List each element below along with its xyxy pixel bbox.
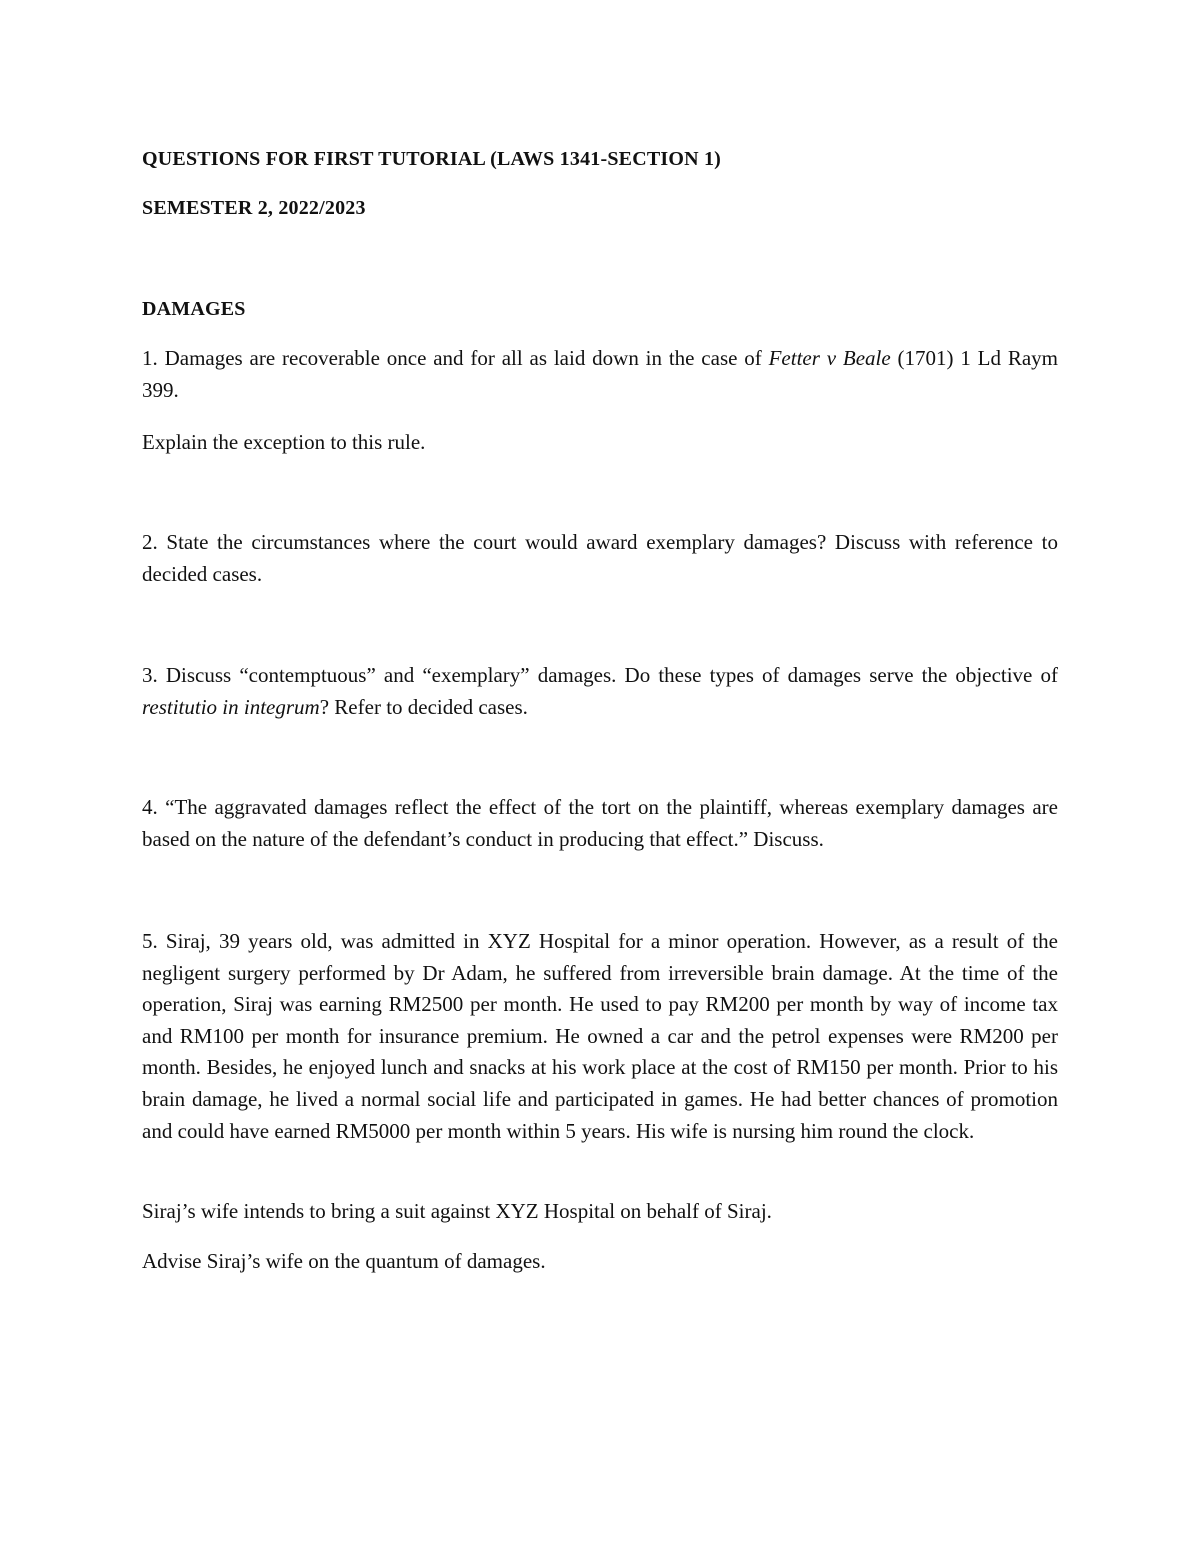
document-title: QUESTIONS FOR FIRST TUTORIAL (LAWS 1341-SECTION 1) (142, 148, 722, 170)
question-4-text: 4. “The aggravated damages reflect the effect of the tort on the plaintiff, whereas exemplary damages are based on the nature of the defendant’s conduct in producing that effect.” Discuss. (142, 795, 1058, 851)
question-5 (142, 926, 1058, 1147)
question-1-prompt: Explain the exception to this rule. (142, 430, 426, 454)
section-heading: DAMAGES (142, 298, 246, 320)
question-1-lead: 1. Damages are recoverable once and for all as laid down in the case of (142, 346, 769, 370)
question-5-suit: Siraj’s wife intends to bring a suit against XYZ Hospital on behalf of Siraj. (142, 1199, 772, 1223)
case-citation: Fetter v Beale (768, 346, 891, 370)
question-2-text: 2. State the circumstances where the court would award exemplary damages? Discuss with reference to decided cases. (142, 530, 1058, 586)
question-3-text (142, 660, 1058, 723)
latin-term: restitutio in integrum (142, 694, 320, 719)
question-5-text: 5. Siraj, 39 years old, was admitted in XYZ Hospital for a minor operation. However, as a result of the negligent surgery performed by Dr Adam, he suffered from irreversible brain damage. At the time of the operation, Siraj was earning RM2500 per month. He used to pay RM200 per month by way of income tax and RM100 per month for insurance premium. He owned a car and the petrol expenses were RM200 per month. Besides, he enjoyed lunch and snacks at his work place at the cost of RM150 per month. Prior to his brain damage, he lived a normal social life and participated in games. He had better chances of promotion and could have earned RM5000 per month within 5 years. His wife is nursing him round the clock. (142, 929, 1058, 1143)
semester-line: SEMESTER 2, 2022/2023 (142, 197, 366, 219)
question-1-text (142, 343, 1058, 406)
question-3 (142, 660, 1058, 723)
question-3-lead: 3. Discuss “contemptuous” and “exemplary” damages. Do these types of damages serve the objective of (142, 663, 1058, 687)
question-4 (142, 792, 1058, 855)
question-2 (142, 527, 1058, 590)
question-1 (142, 343, 1058, 406)
question-1-citation-tail: (1701) 1 Ld Raym 399. (142, 346, 1058, 402)
question-3-tail: ? Refer to decided cases. (319, 694, 528, 719)
question-5-advise: Advise Siraj’s wife on the quantum of damages. (142, 1249, 546, 1273)
